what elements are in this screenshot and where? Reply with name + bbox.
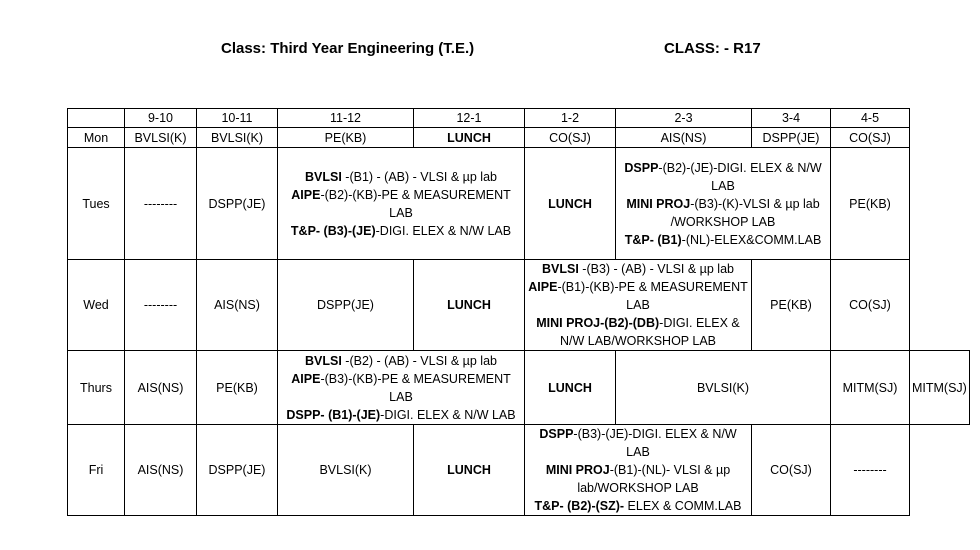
lab-line xyxy=(527,425,749,461)
slot-header: 2-3 xyxy=(616,109,752,128)
lecture-cell: PE(KB) xyxy=(831,148,910,260)
day-label: Tues xyxy=(68,148,125,260)
day-label: Mon xyxy=(68,128,125,148)
lecture-cell: AIS(NS) xyxy=(125,351,197,425)
day-row-fri xyxy=(68,425,970,516)
lab-line xyxy=(618,231,828,249)
lecture-cell: AIS(NS) xyxy=(616,128,752,148)
lab-line xyxy=(527,461,749,497)
class-title: Class: Third Year Engineering (T.E.) xyxy=(221,40,475,57)
slot-header: 4-5 xyxy=(831,109,910,128)
lab-code: BVLSI xyxy=(542,262,579,276)
lab-code: DSPP- (B1)-(JE) xyxy=(286,407,381,422)
header-row xyxy=(68,109,970,128)
lab-line xyxy=(280,406,522,424)
lecture-cell: DSPP(JE) xyxy=(197,425,278,516)
lab-code: AIPE xyxy=(291,371,321,386)
lab-cell xyxy=(278,351,525,425)
lab-line xyxy=(618,159,828,195)
lecture-cell: DSPP(JE) xyxy=(197,148,278,260)
lab-code: MINI PROJ xyxy=(626,196,691,211)
lab-detail: -(B2)-(KB)-PE & MEASUREMENT LAB xyxy=(320,187,511,220)
timetable xyxy=(67,108,970,516)
day-label: Thurs xyxy=(68,351,125,425)
lecture-cell: CO(SJ) xyxy=(831,260,910,351)
lab-line xyxy=(280,168,522,186)
lab-code: BVLSI xyxy=(305,169,342,184)
lecture-cell: -------- xyxy=(125,148,197,260)
lecture-cell: -------- xyxy=(125,260,197,351)
lab-code: T&P- (B3)-(JE) xyxy=(290,223,376,238)
corner-cell xyxy=(68,109,125,128)
lab-code: DSPP xyxy=(624,160,659,175)
lab-line xyxy=(280,370,522,406)
lab-detail: -(B2)-(JE)-DIGI. ELEX & N/W LAB xyxy=(658,160,822,193)
lecture-cell: BVLSI(K) xyxy=(616,351,831,425)
lab-code: AIPE xyxy=(291,187,321,202)
lab-code: DSPP xyxy=(539,427,574,441)
lab-code: T&P- (B1) xyxy=(624,232,682,247)
lab-line xyxy=(527,314,749,350)
lab-detail: -(B1)-(KB)-PE & MEASUREMENT LAB xyxy=(557,280,748,312)
lecture-cell: AIS(NS) xyxy=(197,260,278,351)
lab-detail: -(B3)-(KB)-PE & MEASUREMENT LAB xyxy=(320,371,511,404)
lab-line xyxy=(527,260,749,278)
lab-cell xyxy=(278,148,525,260)
lab-cell xyxy=(616,148,831,260)
lunch-cell: LUNCH xyxy=(414,260,525,351)
lab-cell xyxy=(525,425,752,516)
slot-header: 10-11 xyxy=(197,109,278,128)
lecture-cell: -------- xyxy=(831,425,910,516)
lab-code: T&P- (B2)-(SZ)- xyxy=(534,499,625,513)
lab-line xyxy=(527,497,749,515)
lecture-cell: BVLSI(K) xyxy=(278,425,414,516)
lab-detail: -(B3)-(JE)-DIGI. ELEX & N/W LAB xyxy=(573,427,737,459)
lab-detail: ELEX & COMM.LAB xyxy=(624,499,742,513)
lecture-cell: MITM(SJ) xyxy=(831,351,910,425)
slot-header: 1-2 xyxy=(525,109,616,128)
lunch-cell: LUNCH xyxy=(414,128,525,148)
day-label: Wed xyxy=(68,260,125,351)
lab-detail: -(B1)-(NL)- VLSI & µp lab/WORKSHOP LAB xyxy=(577,463,731,495)
lecture-cell: BVLSI(K) xyxy=(125,128,197,148)
day-row-thu xyxy=(68,351,970,425)
slot-header: 12-1 xyxy=(414,109,525,128)
day-row-mon xyxy=(68,128,970,148)
lab-code: AIPE xyxy=(528,280,558,294)
lab-cell xyxy=(525,260,752,351)
lab-detail: -(B3) - (AB) - VLSI & µp lab xyxy=(578,262,734,276)
lab-line xyxy=(618,195,828,231)
lecture-cell: PE(KB) xyxy=(752,260,831,351)
lab-detail: -(NL)-ELEX&COMM.LAB xyxy=(681,232,822,247)
lab-detail: -DIGI. ELEX & N/W LAB xyxy=(380,407,516,422)
lab-line xyxy=(280,222,522,240)
lab-code: MINI PROJ-(B2)-(DB) xyxy=(536,316,660,330)
lunch-cell: LUNCH xyxy=(414,425,525,516)
lecture-cell: CO(SJ) xyxy=(831,128,910,148)
lab-code: MINI PROJ xyxy=(545,463,610,477)
lecture-cell: BVLSI(K) xyxy=(197,128,278,148)
lecture-cell: AIS(NS) xyxy=(125,425,197,516)
lab-detail: -(B1) - (AB) - VLSI & µp lab xyxy=(341,169,497,184)
lab-detail: -DIGI. ELEX & N/W LAB/WORKSHOP LAB xyxy=(559,316,740,348)
lab-detail: -(B3)-(K)-VLSI & µp lab /WORKSHOP LAB xyxy=(670,196,820,229)
day-label: Fri xyxy=(68,425,125,516)
class-code: CLASS: - R17 xyxy=(664,40,761,57)
lecture-cell: MITM(SJ) xyxy=(910,351,970,425)
lab-code: BVLSI xyxy=(305,353,342,368)
slot-header: 11-12 xyxy=(278,109,414,128)
slot-header: 9-10 xyxy=(125,109,197,128)
lunch-cell: LUNCH xyxy=(525,148,616,260)
lab-line xyxy=(527,278,749,314)
slot-header: 3-4 xyxy=(752,109,831,128)
lecture-cell: DSPP(JE) xyxy=(752,128,831,148)
lab-detail: -(B2) - (AB) - VLSI & µp lab xyxy=(341,353,497,368)
lab-line xyxy=(280,352,522,370)
lunch-cell: LUNCH xyxy=(525,351,616,425)
day-row-wed xyxy=(68,260,970,351)
lecture-cell: DSPP(JE) xyxy=(278,260,414,351)
lab-detail: -DIGI. ELEX & N/W LAB xyxy=(375,223,512,238)
lecture-cell: PE(KB) xyxy=(197,351,278,425)
lecture-cell: CO(SJ) xyxy=(752,425,831,516)
lecture-cell: CO(SJ) xyxy=(525,128,616,148)
lab-line xyxy=(280,186,522,222)
lecture-cell: PE(KB) xyxy=(278,128,414,148)
day-row-tue xyxy=(68,148,970,260)
